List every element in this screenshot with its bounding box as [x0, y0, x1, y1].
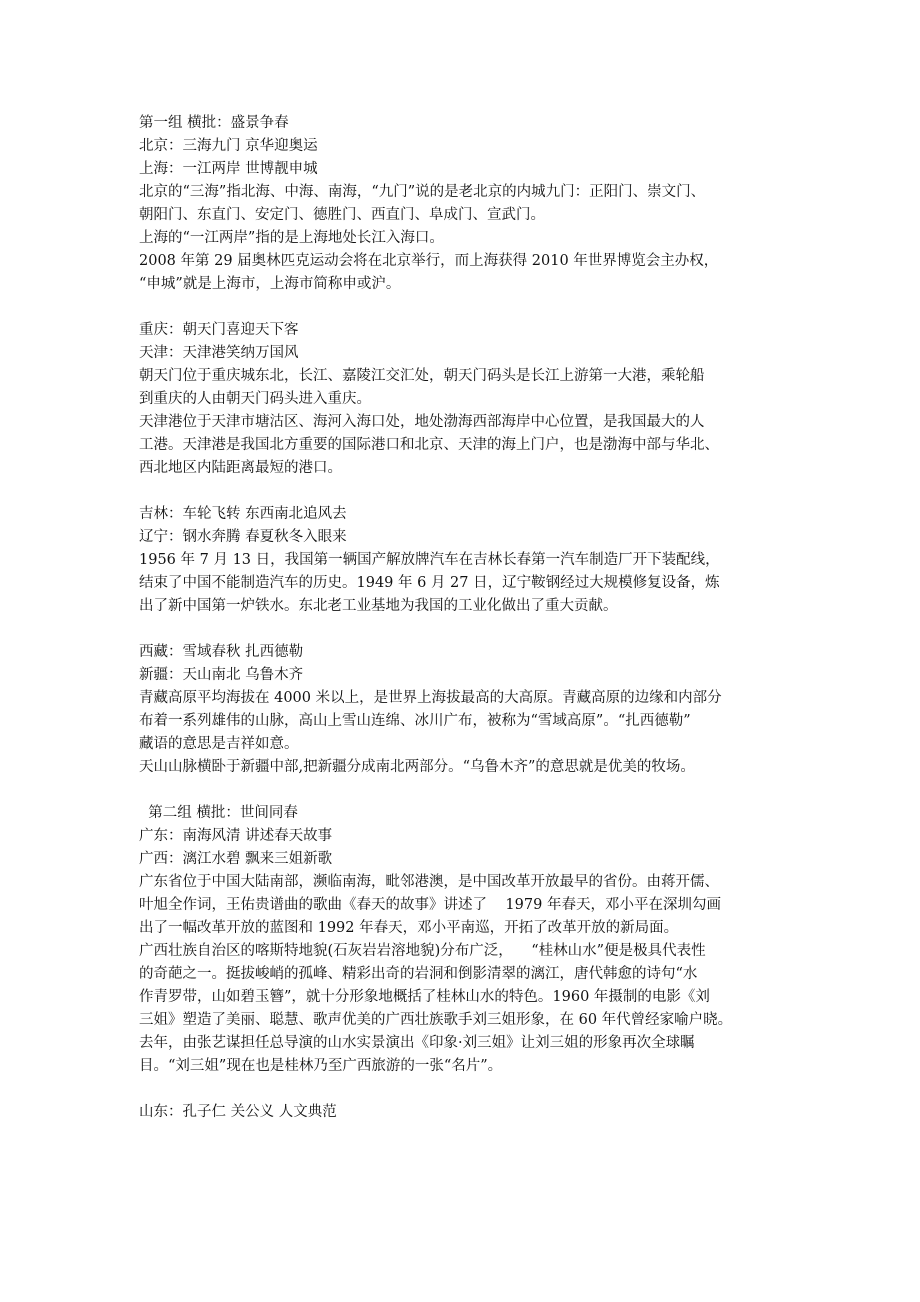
text-line: 西北地区内陆距离最短的港口。 [139, 460, 342, 476]
text-line: 出了新中国第一炉铁水。东北老工业基地为我国的工业化做出了重大贡献。 [139, 598, 618, 614]
text-line: 广西：漓江水碧 飘来三姐新歌 [139, 851, 333, 867]
text-line: 天山山脉横卧于新疆中部,把新疆分成南北两部分。“乌鲁木齐”的意思就是优美的牧场。 [139, 759, 695, 775]
text-line: 上海：一江两岸 世博靓申城 [139, 161, 318, 177]
text-line: 三姐》塑造了美丽、聪慧、歌声优美的广西壮族歌手刘三姐形象，在 60 年代曾经家喻户晓。 [139, 1012, 733, 1028]
text-line: 第一组 横批：盛景争春 [139, 115, 289, 131]
text-line: 北京：三海九门 京华迎奥运 [139, 138, 318, 154]
text-line: 目。“刘三姐”现在也是桂林乃至广西旅游的一张“名片”。 [139, 1058, 503, 1074]
text-line: 山东：孔子仁 关公义 人文典范 [139, 1104, 337, 1120]
text-line: 布着一系列雄伟的山脉，高山上雪山连绵、冰川广布，被称为“雪域高原”。“扎西德勒” [139, 713, 691, 729]
text-line: 重庆：朝天门喜迎天下客 [139, 322, 299, 338]
text-line: 结束了中国不能制造汽车的历史。1949 年 6 月 27 日，辽宁鞍钢经过大规模修复设备，炼 [139, 575, 720, 591]
text-line: 西藏：雪域春秋 扎西德勒 [139, 644, 304, 660]
text-line: 天津港位于天津市塘沽区、海河入海口处，地处渤海西部海岸中心位置，是我国最大的人 [139, 414, 705, 430]
text-line: “申城”就是上海市，上海市简称申或沪。 [139, 276, 401, 292]
text-line: 叶旭全作词，王佑贵谱曲的歌曲《春天的故事》讲述了 1979 年春天，邓小平在深圳勾画 [139, 897, 721, 913]
blank-line [139, 779, 789, 802]
text-line: 吉林：车轮飞转 东西南北追风去 [139, 506, 347, 522]
text-line: 作青罗带，山如碧玉簪”，就十分形象地概括了桂林山水的特色。1960 年摄制的电影《刘 [139, 989, 710, 1005]
text-line: 到重庆的人由朝天门码头进入重庆。 [139, 391, 371, 407]
blank-line [139, 480, 789, 503]
blank-line [139, 618, 789, 641]
text-line: 朝天门位于重庆城东北，长江、嘉陵江交汇处，朝天门码头是长江上游第一大港，乘轮船 [139, 368, 705, 384]
text-line: 青藏高原平均海拔在 4000 米以上，是世界上海拔最高的大高原。青藏高原的边缘和内部分 [139, 690, 722, 706]
text-line: 辽宁：钢水奔腾 春夏秋冬入眼来 [139, 529, 347, 545]
text-line: 2008 年第 29 届奥林匹克运动会将在北京举行，而上海获得 2010 年世界博览会主办权， [139, 253, 719, 269]
text-line: 广东：南海风清 讲述春天故事 [139, 828, 333, 844]
text-line: 1956 年 7 月 13 日，我国第一辆国产解放牌汽车在吉林长春第一汽车制造厂开下装配线， [139, 552, 720, 568]
text-line: 去年，由张艺谋担任总导演的山水实景演出《印象·刘三姐》让刘三姐的形象再次全球瞩 [139, 1035, 695, 1051]
text-line: 朝阳门、东直门、安定门、德胜门、西直门、阜成门、宣武门。 [139, 207, 545, 223]
text-line: 出了一幅改革开放的蓝图和 1992 年春天，邓小平南巡，开拓了改革开放的新局面。 [139, 920, 679, 936]
text-line: 天津：天津港笑纳万国风 [139, 345, 299, 361]
document-body [139, 112, 789, 1124]
text-line: 工港。天津港是我国北方重要的国际港口和北京、天津的海上门户，也是渤海中部与华北、 [139, 437, 719, 453]
blank-line [139, 296, 789, 319]
text-line: 上海的“一江两岸”指的是上海地处长江入海口。 [139, 230, 444, 246]
text-line: 第二组 横批：世间同春 [139, 805, 298, 821]
text-line: 广东省位于中国大陆南部，濒临南海，毗邻港澳，是中国改革开放最早的省份。由蒋开儒、 [139, 874, 719, 890]
text-line: 北京的“三海”指北海、中海、南海，“九门”说的是老北京的内城九门：正阳门、崇文门、 [139, 184, 706, 200]
text-line: 广西壮族自治区的喀斯特地貌(石灰岩岩溶地貌)分布广泛， “桂林山水”便是极具代表性 [139, 943, 706, 959]
text-line: 的奇葩之一。挺拔峻峭的孤峰、精彩出奇的岩洞和倒影清翠的漓江，唐代韩愈的诗句“水 [139, 966, 698, 982]
blank-line [139, 1078, 789, 1101]
text-line: 新疆：天山南北 乌鲁木齐 [139, 667, 304, 683]
text-line: 藏语的意思是吉祥如意。 [139, 736, 299, 752]
